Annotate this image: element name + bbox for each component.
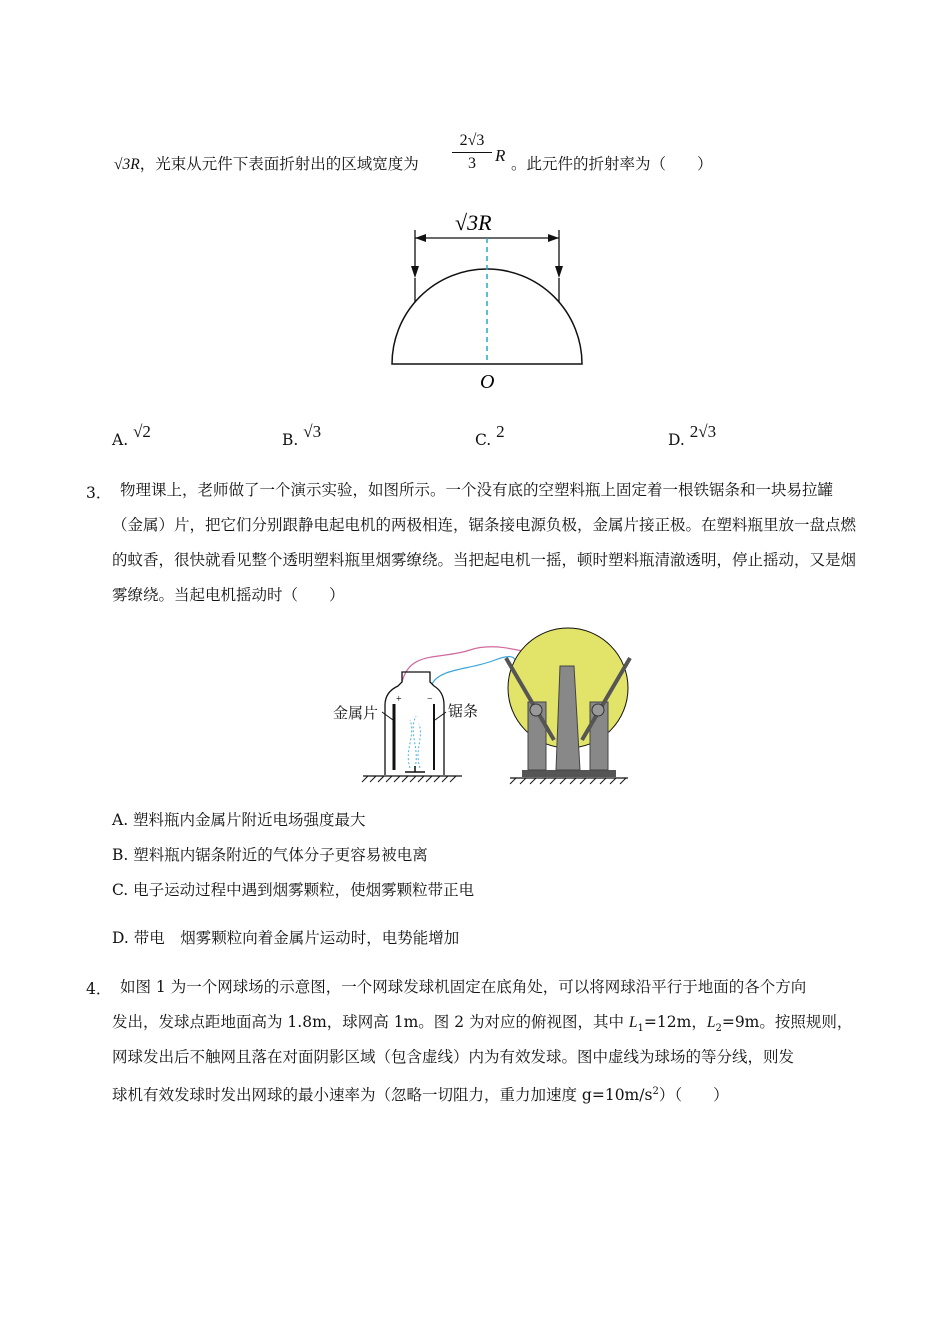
q4-line-1: 如图 1 为一个网球场的示意图，一个网球发球机固定在底角处，可以将网球沿平行于地面的各个方向: [120, 978, 807, 996]
q3-option-b[interactable]: B. 塑料瓶内锯条附近的气体分子更容易被电离: [112, 846, 428, 864]
q2-option-c[interactable]: C. 2: [475, 422, 505, 449]
q2-option-d[interactable]: D. 2√3: [668, 422, 717, 449]
q3-option-c[interactable]: C. 电子运动过程中遇到烟雾颗粒，使烟雾颗粒带正电: [112, 881, 475, 899]
q2-width-fraction: [452, 130, 492, 175]
fraction-variable: R: [495, 146, 506, 165]
q2-stem-text-a: ，光束从元件下表面折射出的区域宽度为: [139, 155, 419, 173]
fraction-denominator: 3: [468, 155, 476, 172]
saw-blade-label: 锯条: [448, 702, 479, 720]
q4-line-3: 网球发出后不触网且落在对面阴影区域（包含虚线）内为有效发球。图中虚线为球场的等分线，则发: [112, 1048, 795, 1066]
q4-number: 4．: [86, 980, 112, 998]
q2-lead-math: √3R: [114, 156, 140, 173]
center-label: O: [480, 371, 495, 393]
q2-stem-line: [114, 154, 419, 175]
q3-stem: 物理课上，老师做了一个演示实验，如图所示。一个没有底的空塑料瓶上固定着一根铁锯条和一块易拉罐（金属）片，把它们分别跟静电起电机的两极相连，锯条接电源负极，金属片接正极。在塑料瓶里放一盘点燃的蚊香，很快就看见整个透明塑料瓶里烟雾缭绕。当把起电机一摇，顿时塑料瓶清澈透明，停止摇动，又是烟雾缭绕。当起电机摇动时（ ）: [112, 481, 857, 604]
q2-option-b[interactable]: B. √3: [282, 422, 322, 449]
q3-number: 3．: [86, 484, 112, 502]
svg-text:−: −: [427, 694, 433, 705]
q4-line-2: 发出，发球点距地面高为 1.8m，球网高 1m。图 2 为对应的俯视图，其中 $L_1=12m$，$L_2=9m$。按照规则，: [112, 1013, 853, 1035]
metal-sheet-label: 金属片: [333, 704, 379, 722]
q3-option-a[interactable]: A. 塑料瓶内金属片附近电场强度最大: [112, 811, 366, 829]
q4-line-4: 球机有效发球时发出网球的最小速率为（忽略一切阻力，重力加速度 $g=10m/s^2$）（ ）: [112, 1086, 729, 1105]
width-label: √3R: [455, 210, 492, 235]
svg-text:+: +: [396, 694, 402, 705]
q2-stem-text-b: 。此元件的折射率为（ ）: [511, 155, 713, 173]
q3-option-d[interactable]: D. 带电 烟雾颗粒向着金属片运动时，电势能增加: [112, 929, 460, 947]
q2-option-a[interactable]: A. √2: [112, 422, 151, 449]
fraction-numerator: 2√3: [452, 130, 492, 153]
